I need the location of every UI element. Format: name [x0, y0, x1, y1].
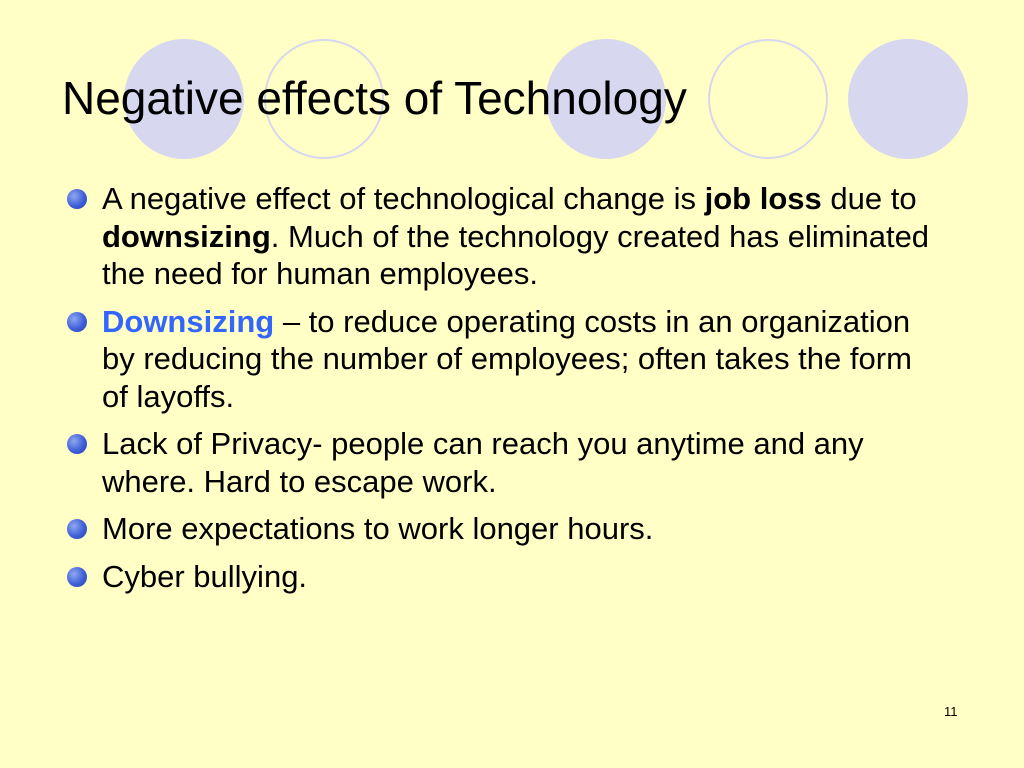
bullet-text: Lack of Privacy- people can reach you anytime and any where. Hard to escape work. — [102, 426, 864, 499]
decorative-circle-outline — [708, 39, 828, 159]
bullet-text: Cyber bullying. — [102, 558, 308, 594]
bold-term-job-loss: job loss — [704, 181, 822, 216]
bullet-item-job-loss — [62, 180, 942, 293]
bullet-icon — [67, 189, 87, 209]
bullet-item-cyber-bullying — [62, 558, 942, 596]
bold-term-downsizing: downsizing — [102, 218, 271, 254]
highlighted-term-downsizing: Downsizing — [102, 303, 275, 339]
bullet-list — [62, 180, 942, 605]
bullet-icon — [67, 434, 87, 454]
bullet-item-privacy — [62, 425, 942, 500]
bullet-text-segment: – to reduce operating costs in an organization by reducing the number of employees; often takes the form of layoffs. — [102, 303, 912, 414]
bullet-text: More expectations to work longer hours. — [102, 511, 654, 546]
bullet-text-segment: A negative effect of technological change is — [102, 181, 705, 216]
decorative-circle-filled — [848, 39, 968, 159]
page-number: 11 — [944, 704, 958, 719]
bullet-text-segment: due to — [821, 181, 917, 216]
bullet-icon — [67, 312, 87, 332]
bullet-item-expectations — [62, 510, 942, 548]
bullet-icon — [67, 519, 87, 539]
slide-title: Negative effects of Technology — [62, 72, 687, 124]
bullet-text-segment: . Much of the technology created has eliminated the need for human employees. — [102, 218, 930, 291]
bullet-item-downsizing — [62, 303, 942, 416]
bullet-icon — [67, 567, 87, 587]
